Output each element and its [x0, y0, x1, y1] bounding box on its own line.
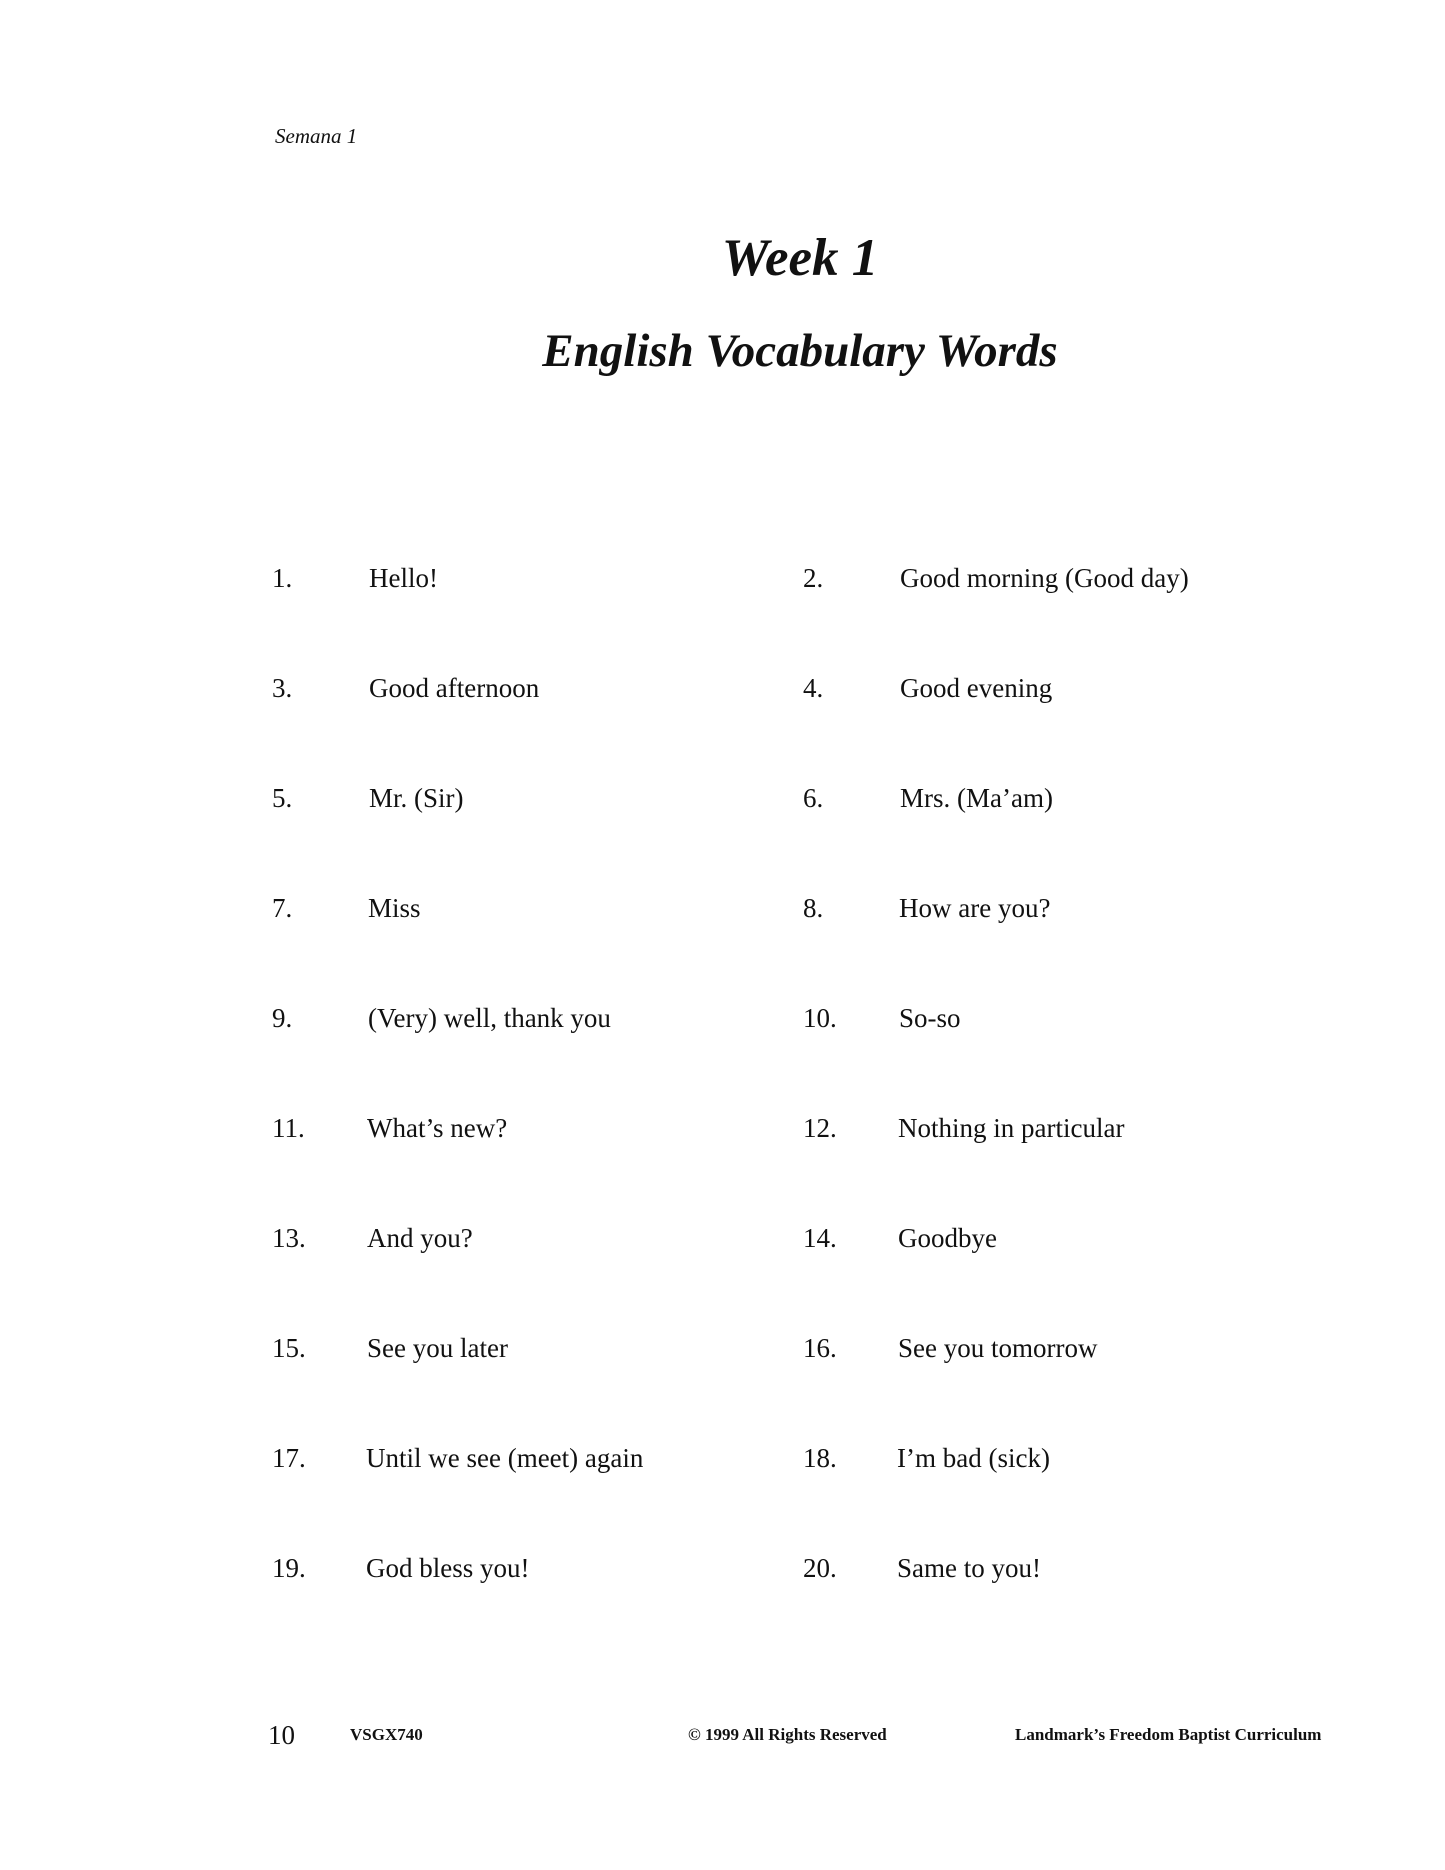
- vocab-number: 17.: [272, 1443, 306, 1473]
- vocab-number: 10.: [803, 1003, 837, 1033]
- vocab-word: What’s new?: [367, 1113, 508, 1143]
- vocab-word: How are you?: [899, 893, 1051, 923]
- vocab-number: 14.: [803, 1223, 837, 1253]
- vocab-number: 4.: [803, 673, 824, 703]
- page-subtitle: English Vocabulary Words: [542, 325, 1058, 377]
- vocab-word: Mrs. (Ma’am): [900, 783, 1053, 813]
- vocab-number: 13.: [272, 1223, 306, 1253]
- vocab-word: I’m bad (sick): [897, 1443, 1050, 1473]
- vocab-word: See you later: [367, 1333, 508, 1363]
- page-footer: [0, 1718, 1445, 1752]
- vocab-number: 6.: [803, 783, 824, 813]
- vocab-number: 15.: [272, 1333, 306, 1363]
- vocab-word: Mr. (Sir): [369, 783, 464, 813]
- vocab-number: 8.: [803, 893, 824, 923]
- footer-page-number: 10: [268, 1720, 295, 1750]
- vocab-number: 12.: [803, 1113, 837, 1143]
- vocab-word: Same to you!: [897, 1553, 1041, 1583]
- vocab-word: God bless you!: [366, 1553, 530, 1583]
- vocab-word: Good morning (Good day): [900, 563, 1189, 593]
- vocab-word: Good afternoon: [369, 673, 540, 703]
- vocab-number: 3.: [272, 673, 293, 703]
- vocab-number: 18.: [803, 1443, 837, 1473]
- vocab-word: Until we see (meet) again: [366, 1443, 644, 1473]
- vocab-word: See you tomorrow: [898, 1333, 1098, 1363]
- vocab-number: 2.: [803, 563, 824, 593]
- vocab-word: (Very) well, thank you: [368, 1003, 611, 1033]
- vocab-word: And you?: [367, 1223, 473, 1253]
- vocab-number: 19.: [272, 1553, 306, 1583]
- vocab-number: 20.: [803, 1553, 837, 1583]
- vocab-word: So-so: [899, 1003, 961, 1033]
- footer-code: VSGX740: [350, 1725, 423, 1744]
- vocab-word: Good evening: [900, 673, 1053, 703]
- vocab-word: Nothing in particular: [898, 1113, 1125, 1143]
- vocab-word: Hello!: [369, 563, 438, 593]
- vocab-number: 5.: [272, 783, 293, 813]
- vocab-number: 9.: [272, 1003, 293, 1033]
- footer-copyright: © 1999 All Rights Reserved: [688, 1725, 887, 1744]
- vocab-word: Miss: [368, 893, 421, 923]
- vocab-number: 11.: [272, 1113, 305, 1143]
- vocab-number: 1.: [272, 563, 293, 593]
- vocab-number: 16.: [803, 1333, 837, 1363]
- page-title: Week 1: [721, 229, 879, 287]
- vocab-word: Goodbye: [898, 1223, 997, 1253]
- vocab-number: 7.: [272, 893, 293, 923]
- header-label: Semana 1: [275, 124, 358, 148]
- footer-publisher: Landmark’s Freedom Baptist Curriculum: [1015, 1725, 1322, 1744]
